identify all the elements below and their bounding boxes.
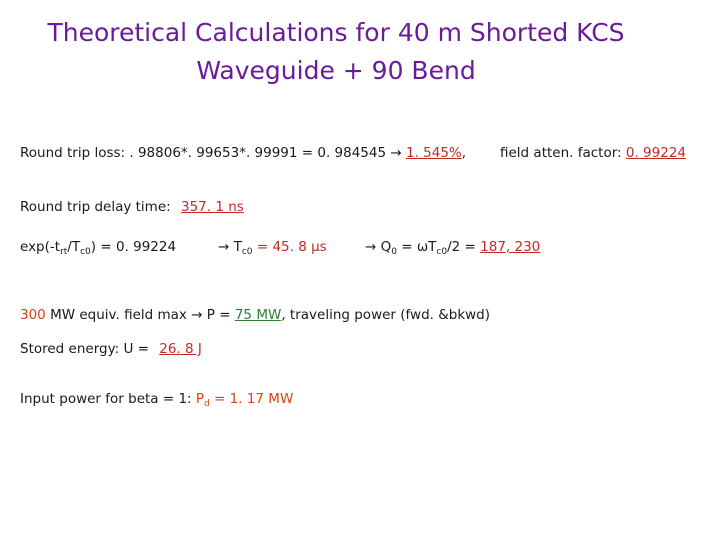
q0-arrow: → Q [365,239,392,255]
q0-mid-2: /2 = [447,239,476,255]
q0-sub-c0: c0 [436,247,448,257]
round-trip-delay-line [20,198,244,216]
q0-mid-1: = ωT [396,239,437,255]
power-line [20,306,490,324]
exp-sub-rt: rt [60,247,68,257]
stored-energy-line [20,340,202,358]
q0-value: 187, 230 [480,239,541,255]
input-power-line [20,390,293,408]
input-value: = 1. 17 MW [214,391,294,407]
round-trip-loss-line [20,144,466,162]
atten-label: field atten. factor: [500,145,622,161]
input-p: P [195,391,205,407]
input-label: Input power for beta = 1: [20,391,192,407]
loss-separator: , [461,145,467,161]
exp-part-1: exp(-t [20,239,61,255]
atten-value: 0. 99224 [625,145,687,161]
exp-part-2: /T [67,239,81,255]
stored-value: 26. 8 J [159,341,202,357]
title-line-2: Waveguide + 90 Bend [196,56,476,85]
input-p-sub: d [204,399,210,409]
q0-sub: 0 [391,247,397,257]
field-attenuation [500,144,686,162]
delay-label: Round trip delay time: [20,199,171,215]
slide-title [0,14,672,90]
power-value: 75 MW [234,307,282,323]
power-text-1: MW equiv. field max → P = [50,307,231,323]
q0-result [365,238,540,256]
power-separator: , [281,307,286,323]
exp-part-3: ) = 0. 99224 [90,239,177,255]
loss-expression: . 98806*. 99653*. 99991 = 0. 984545 → [129,145,402,161]
loss-label: Round trip loss: [20,145,126,161]
stored-label: Stored energy: U = [20,341,149,357]
field-max-300: 300 [20,307,46,323]
loss-percent: 1. 545% [405,145,462,161]
tc0-arrow: → T [218,239,242,255]
title-line-1: Theoretical Calculations for 40 m Shorted KCS [47,18,625,47]
tc0-value: = 45. 8 µs [252,239,327,255]
power-text-2: traveling power (fwd. &bkwd) [289,307,491,323]
exp-sub-c0: c0 [80,247,91,257]
tc0-sub: c0 [241,247,253,257]
exp-equation [20,238,176,256]
tc0-result [218,238,327,256]
delay-value: 357. 1 ns [181,199,244,215]
